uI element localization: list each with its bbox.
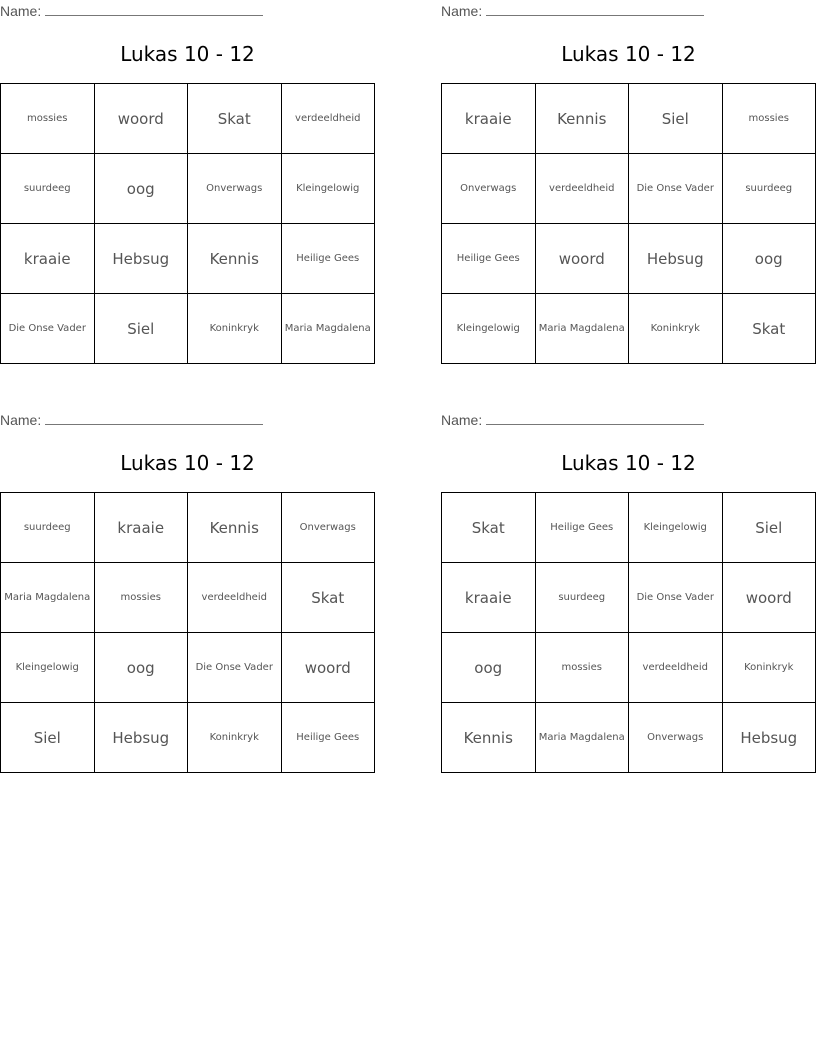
grid-row <box>442 294 816 364</box>
bingo-grid <box>441 83 816 364</box>
grid-cell: Kennis <box>535 84 629 154</box>
grid-cell: suurdeeg <box>1 493 95 563</box>
grid-row <box>442 154 816 224</box>
bingo-grid <box>0 492 375 773</box>
grid-cell: Skat <box>188 84 282 154</box>
name-blank-line <box>486 3 704 16</box>
name-label: Name: <box>0 3 42 19</box>
grid-cell: Koninkryk <box>188 294 282 364</box>
name-blank-line <box>45 3 263 16</box>
card-title: Lukas 10 - 12 <box>120 451 255 475</box>
grid-cell: Hebsug <box>722 703 816 773</box>
grid-cell: suurdeeg <box>722 154 816 224</box>
grid-cell: verdeeldheid <box>629 633 723 703</box>
grid-cell: Onverwags <box>629 703 723 773</box>
grid-cell: Kennis <box>188 493 282 563</box>
grid-row <box>442 563 816 633</box>
grid-cell: verdeeldheid <box>535 154 629 224</box>
grid-row <box>1 493 375 563</box>
grid-cell: Kennis <box>442 703 536 773</box>
grid-cell: kraaie <box>442 563 536 633</box>
name-blank-line <box>45 412 263 425</box>
grid-row <box>442 224 816 294</box>
grid-cell: Onverwags <box>442 154 536 224</box>
grid-row <box>1 154 375 224</box>
grid-row <box>1 294 375 364</box>
grid-cell: Kleingelowig <box>281 154 375 224</box>
grid-row <box>1 84 375 154</box>
grid-cell: Skat <box>722 294 816 364</box>
grid-cell: Koninkryk <box>188 703 282 773</box>
grid-cell: kraaie <box>442 84 536 154</box>
grid-cell: Koninkryk <box>629 294 723 364</box>
name-field <box>0 412 263 428</box>
grid-cell: oog <box>94 154 188 224</box>
grid-cell: Siel <box>94 294 188 364</box>
grid-row <box>1 703 375 773</box>
grid-cell: Maria Magdalena <box>1 563 95 633</box>
grid-cell: Skat <box>281 563 375 633</box>
grid-cell: mossies <box>535 633 629 703</box>
grid-row <box>1 224 375 294</box>
grid-row <box>442 493 816 563</box>
grid-row <box>442 703 816 773</box>
grid-cell: suurdeeg <box>1 154 95 224</box>
grid-row <box>442 633 816 703</box>
grid-cell: suurdeeg <box>535 563 629 633</box>
grid-cell: woord <box>722 563 816 633</box>
grid-row <box>442 84 816 154</box>
name-label: Name: <box>441 412 483 428</box>
grid-cell: Maria Magdalena <box>535 294 629 364</box>
card-title: Lukas 10 - 12 <box>120 42 255 66</box>
card-title: Lukas 10 - 12 <box>561 42 696 66</box>
name-label: Name: <box>0 412 42 428</box>
grid-cell: woord <box>94 84 188 154</box>
grid-cell: kraaie <box>94 493 188 563</box>
grid-cell: Siel <box>1 703 95 773</box>
grid-cell: woord <box>535 224 629 294</box>
grid-cell: oog <box>442 633 536 703</box>
grid-cell: Die Onse Vader <box>629 563 723 633</box>
bingo-grid <box>0 83 375 364</box>
grid-cell: Heilige Gees <box>281 703 375 773</box>
grid-cell: verdeeldheid <box>188 563 282 633</box>
grid-row <box>1 633 375 703</box>
grid-cell: oog <box>94 633 188 703</box>
card-title: Lukas 10 - 12 <box>561 451 696 475</box>
grid-row <box>1 563 375 633</box>
grid-cell: Die Onse Vader <box>629 154 723 224</box>
grid-cell: Siel <box>722 493 816 563</box>
grid-cell: Heilige Gees <box>535 493 629 563</box>
grid-cell: Die Onse Vader <box>1 294 95 364</box>
grid-cell: Kleingelowig <box>629 493 723 563</box>
grid-cell: mossies <box>722 84 816 154</box>
name-field <box>441 3 704 19</box>
grid-cell: Hebsug <box>629 224 723 294</box>
grid-cell: verdeeldheid <box>281 84 375 154</box>
grid-cell: oog <box>722 224 816 294</box>
bingo-grid <box>441 492 816 773</box>
grid-cell: Hebsug <box>94 703 188 773</box>
grid-cell: Heilige Gees <box>281 224 375 294</box>
grid-cell: Heilige Gees <box>442 224 536 294</box>
grid-cell: Siel <box>629 84 723 154</box>
grid-cell: Onverwags <box>188 154 282 224</box>
grid-cell: mossies <box>1 84 95 154</box>
name-label: Name: <box>441 3 483 19</box>
grid-cell: Maria Magdalena <box>535 703 629 773</box>
grid-cell: Maria Magdalena <box>281 294 375 364</box>
name-field <box>441 412 704 428</box>
grid-cell: Kleingelowig <box>1 633 95 703</box>
grid-cell: woord <box>281 633 375 703</box>
grid-cell: Kleingelowig <box>442 294 536 364</box>
grid-cell: Hebsug <box>94 224 188 294</box>
grid-cell: Skat <box>442 493 536 563</box>
grid-cell: Kennis <box>188 224 282 294</box>
grid-cell: Die Onse Vader <box>188 633 282 703</box>
grid-cell: kraaie <box>1 224 95 294</box>
name-blank-line <box>486 412 704 425</box>
grid-cell: Koninkryk <box>722 633 816 703</box>
name-field <box>0 3 263 19</box>
grid-cell: Onverwags <box>281 493 375 563</box>
grid-cell: mossies <box>94 563 188 633</box>
